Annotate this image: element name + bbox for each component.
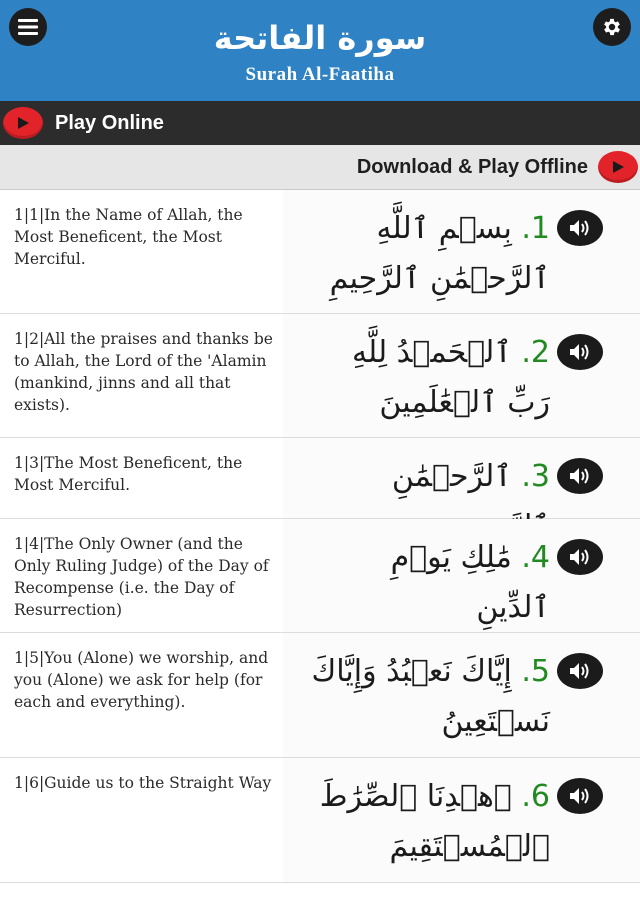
verse-arabic-panel <box>283 633 640 757</box>
speaker-icon <box>568 467 592 485</box>
verse-audio-button[interactable] <box>557 458 603 494</box>
verse-arabic-text: بِسۡمِ ٱللَّهِ ٱلرَّحۡمَٰنِ ٱلرَّحِيمِ <box>329 211 550 296</box>
speaker-icon <box>568 662 592 680</box>
verse-row-5 <box>0 633 640 758</box>
verse-arabic-text: ٱلۡحَمۡدُ لِلَّهِ رَبِّ ٱلۡعَٰلَمِينَ <box>351 335 550 420</box>
verse-arabic-text: مَٰلِكِ يَوۡمِ ٱلدِّينِ <box>390 540 550 625</box>
verse-row-1 <box>0 190 640 314</box>
verse-arabic-panel <box>283 190 640 313</box>
verse-arabic-panel <box>283 758 640 882</box>
verse-audio-button[interactable] <box>557 334 603 370</box>
speaker-icon <box>568 787 592 805</box>
verse-arabic-text: إِيَّاكَ نَعۡبُدُ وَإِيَّاكَ نَسۡتَعِينُ <box>311 654 550 739</box>
verse-number: 3. <box>521 459 550 494</box>
verse-arabic <box>310 772 550 872</box>
play-online-label: Play Online <box>55 111 164 134</box>
verse-list <box>0 190 640 883</box>
verse-audio-button[interactable] <box>557 778 603 814</box>
speaker-icon <box>568 343 592 361</box>
verse-arabic <box>310 647 550 747</box>
verse-translation: 1|6|Guide us to the Straight Way <box>14 774 272 792</box>
verse-arabic-panel <box>283 438 640 518</box>
verse-number: 2. <box>521 335 550 370</box>
verse-audio-button[interactable] <box>557 210 603 246</box>
page-title: Surah Al-Faatiha <box>245 64 395 85</box>
settings-button[interactable] <box>593 8 631 46</box>
verse-arabic-panel <box>283 519 640 632</box>
verse-row-4 <box>0 519 640 633</box>
page-title-arabic: سورة الفاتحة <box>213 19 427 57</box>
verse-translation: 1|5|You (Alone) we worship, and you (Alone) we ask for help (for each and everything). <box>14 649 269 711</box>
speaker-icon <box>568 548 592 566</box>
play-icon <box>16 116 30 130</box>
verse-arabic <box>310 533 550 633</box>
verse-arabic <box>310 328 550 428</box>
verse-arabic-text: ٱلرَّحۡمَٰنِ <box>391 459 512 494</box>
play-icon <box>611 160 625 174</box>
app-header <box>0 0 640 101</box>
verse-audio-button[interactable] <box>557 539 603 575</box>
verse-arabic-text: ٱهۡدِنَا ٱلصِّرَٰطَ ٱلۡمُسۡتَقِيمَ <box>319 779 550 864</box>
gear-icon <box>601 16 623 38</box>
download-play-icon-button[interactable] <box>598 151 638 183</box>
verse-row-6 <box>0 758 640 883</box>
verse-row-3 <box>0 438 640 519</box>
verse-arabic <box>310 204 550 304</box>
verse-number: 6. <box>521 779 550 814</box>
download-play-offline-button[interactable] <box>0 145 640 190</box>
play-online-icon-button[interactable] <box>3 107 43 139</box>
verse-translation: 1|3|The Most Beneficent, the Most Merciful. <box>14 454 243 494</box>
verse-number: 4. <box>521 540 550 575</box>
verse-arabic-panel <box>283 314 640 437</box>
speaker-icon <box>568 219 592 237</box>
verse-number: 1. <box>521 211 550 246</box>
play-online-button[interactable] <box>0 101 640 145</box>
verse-audio-button[interactable] <box>557 653 603 689</box>
verse-translation: 1|2|All the praises and thanks be to Allah, the Lord of the 'Alamin (mankind, jinns and all that exists). <box>14 330 273 414</box>
verse-translation: 1|4|The Only Owner (and the Only Ruling Judge) of the Day of Recompense (i.e. the Day of Resurrection) <box>14 535 269 619</box>
download-play-offline-label: Download & Play Offline <box>356 155 588 178</box>
verse-number: 5. <box>521 654 550 689</box>
verse-row-2 <box>0 314 640 438</box>
verse-translation: 1|1|In the Name of Allah, the Most Beneficent, the Most Merciful. <box>14 206 243 268</box>
